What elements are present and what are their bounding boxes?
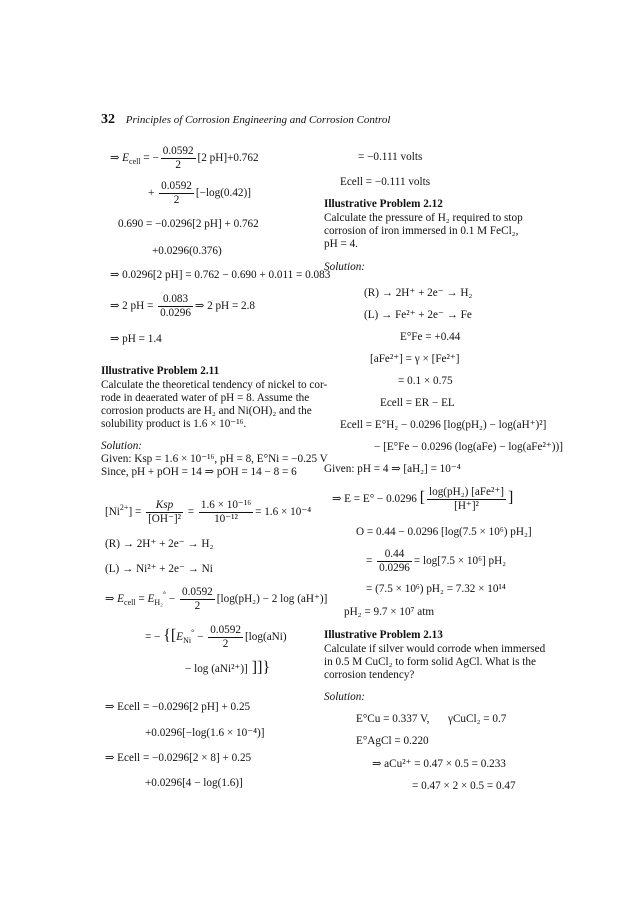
eq-tail: = log[7.5 × 10⁶] pH₂ xyxy=(413,555,507,568)
problem-2-13-line: in 0.5 M CuCl₂ to form solid AgCl. What is the xyxy=(324,656,536,668)
left-eq-11: +0.0296[4 − log(1.6)] xyxy=(145,777,243,789)
ecu-line: E°Cu = 0.337 V, xyxy=(356,713,430,725)
frac-den: 10⁻¹² xyxy=(214,513,238,525)
left-eq-2: + $\frac{0.0592}{2}$ [−log(0.42)] xyxy=(148,180,251,206)
given-line: Given: Ksp = 1.6 × 10⁻¹⁶, pH = 8, E°Ni = −0.25 V xyxy=(101,453,328,465)
page-number: 32 xyxy=(101,112,115,127)
since-line: Since, pH + pOH = 14 ⇒ pOH = 14 − 8 = 6 xyxy=(101,466,297,478)
left-eq-4: +0.0296(0.376) xyxy=(152,245,222,257)
frac-den: 0.0296 xyxy=(160,307,191,319)
ph2-result: pH₂ = 9.7 × 10⁷ atm xyxy=(344,606,435,618)
ecell-expansion-1: Ecell = E°H₂ − 0.0296 [log(pH₂) − log(aH⁺)²] xyxy=(340,419,547,431)
eq-tail: − log (aNi²⁺)] xyxy=(185,663,248,675)
left-eq-8: ⇒ Ecell = −0.0296[2 pH] + 0.25 xyxy=(105,701,251,713)
frac-num: 1.6 × 10⁻¹⁶ xyxy=(200,499,252,511)
ni-equation: $[Ni^{2+}]$ = $\frac{\text{Ksp}}{\text{[OH⁻]²}}$ = $\frac{\text{1.6 × 10⁻¹⁶}}{\text{10⁻¹²}}$ = 1.6 × 10⁻⁴ xyxy=(105,499,312,525)
frac-num: log(pH₂) [aFe²⁺] xyxy=(429,486,504,498)
left-eq-9: +0.0296[−log(1.6 × 10⁻⁴)] xyxy=(145,727,265,739)
left-eq-6: ⇒ 2 pH = $\frac{0.083}{0.0296}$ ⇒ 2 pH = 2.8 xyxy=(110,293,256,319)
frac-den: 2 xyxy=(173,194,180,206)
frac-den: [OH⁻]² xyxy=(148,513,181,525)
left-eq-3: 0.690 = −0.0296[2 pH] + 0.762 xyxy=(118,218,259,230)
problem-2-11-line: Calculate the theoretical tendency of nickel to cor- xyxy=(101,379,328,391)
acu-line: ⇒ aCu²⁺ = 0.47 × 0.5 = 0.233 xyxy=(372,758,506,770)
frac-den: [H⁺]² xyxy=(454,500,479,512)
left-eq-5: ⇒ 0.0296[2 pH] = 0.762 − 0.690 + 0.011 = 0.083 xyxy=(110,269,331,281)
problem-2-13-line: Calculate if silver would corrode when immersed xyxy=(324,643,546,655)
problem-2-11-title: Illustrative Problem 2.11 xyxy=(101,365,220,377)
problem-2-13-line: corrosion tendency? xyxy=(324,669,415,681)
reaction-r: (R) → 2H⁺ + 2e⁻ → H₂ xyxy=(364,287,473,299)
left-eq-1: ⇒ $E_{cell}$ = − $\frac{0.0592}{2}$ [2 pH]+0.762 xyxy=(110,145,259,171)
problem-2-12-line: corrosion of iron immersed in 0.1 M FeCl₂, xyxy=(324,225,519,237)
eagcl-line: E°AgCl = 0.220 xyxy=(356,735,429,747)
frac-num: 0.0592 xyxy=(210,624,241,636)
eq-lhs: ⇒ E = E° − 0.0296 xyxy=(332,493,417,506)
problem-2-11-line: corrosion products are H₂ and Ni(OH)₂ and the xyxy=(101,405,312,417)
problem-2-11-line: rode in deaerated water of pH = 8. Assume the xyxy=(101,392,310,404)
problem-2-12-line: Calculate the pressure of H₂ required to stop xyxy=(324,212,523,224)
frac-num: Ksp xyxy=(146,499,183,513)
frac-num: 0.0592 xyxy=(161,180,192,192)
e-equation: ⇒ E = E° − 0.0296 [ $\frac{\text{log(pH₂) [aFe²⁺]}}{\text{[H⁺]²}}$ ] xyxy=(332,486,514,512)
afe-value: = 0.1 × 0.75 xyxy=(398,375,453,387)
ecell-eq-3: − log (aNi²⁺)] ]]} xyxy=(185,659,271,676)
afe-line: [aFe²⁺] = γ × [Fe²⁺] xyxy=(370,353,460,365)
eq-tail: = 1.6 × 10⁻⁴ xyxy=(255,506,312,519)
solution-label: Solution: xyxy=(324,261,366,273)
right-eq-1: = −0.111 volts xyxy=(358,151,423,163)
result-equation: = (7.5 × 10⁶) pH₂ = 7.32 × 10¹⁴ xyxy=(366,583,506,595)
eq-tail: [log(pH₂) − 2 log (aH⁺)] xyxy=(216,593,328,606)
frac-den: 2 xyxy=(194,600,201,612)
eq-tail: [log(aNi) xyxy=(244,631,287,644)
problem-2-12-title: Illustrative Problem 2.12 xyxy=(324,198,443,210)
ecell-eq-1: ⇒ $E_{cell} = E_{H_2}^\circ$ − $\frac{0.0592}{2}$ [log(pH₂) − 2 log (aH⁺)] xyxy=(105,586,328,612)
solution-label: Solution: xyxy=(324,691,366,703)
frac-den: 2 xyxy=(175,159,181,171)
right-eq-2: Ecell = −0.111 volts xyxy=(340,176,431,188)
frac-num: 0.0592 xyxy=(162,145,194,157)
reaction-l: (L) → Fe²⁺ + 2e⁻ → Fe xyxy=(364,309,472,321)
left-eq-7: ⇒ pH = 1.4 xyxy=(110,333,162,345)
given-line: Given: pH = 4 ⇒ [aH₂] = 10⁻⁴ xyxy=(324,463,461,475)
efe-line: E°Fe = +0.44 xyxy=(400,331,461,343)
ecell-eq-2: = − {[$E_{Ni}^\circ$ − $\frac{0.0592}{2}$ [log(aNi) xyxy=(145,624,287,650)
page-header xyxy=(101,113,390,127)
o-equation: O = 0.44 − 0.0296 [log(7.5 × 10⁶) pH₂] xyxy=(356,526,532,538)
ecell-expansion-2: − [E°Fe − 0.0296 (log(aFe) − log(aFe²⁺))] xyxy=(374,441,563,453)
acu-line-2: = 0.47 × 2 × 0.5 = 0.47 xyxy=(412,780,516,792)
problem-2-13-title: Illustrative Problem 2.13 xyxy=(324,629,443,641)
frac-num: 0.083 xyxy=(158,293,193,307)
eq-tail: ⇒ 2 pH = 2.8 xyxy=(194,300,256,313)
frac-den: 2 xyxy=(222,638,229,650)
problem-2-11-line: solubility product is 1.6 × 10⁻¹⁶. xyxy=(101,418,247,430)
frac-num: 0.44 xyxy=(377,548,412,562)
left-eq-10: ⇒ Ecell = −0.0296[2 × 8] + 0.25 xyxy=(105,752,252,764)
eq-tail: [−log(0.42)] xyxy=(195,187,251,200)
problem-2-12-line: pH = 4. xyxy=(324,238,358,250)
frac-equation: = $\frac{0.44}{0.0296}$ = log[7.5 × 10⁶] pH₂ xyxy=(366,548,507,574)
running-title: Principles of Corrosion Engineering and Corrosion Control xyxy=(125,114,391,126)
solution-label: Solution: xyxy=(101,440,143,452)
reaction-r: (R) → 2H⁺ + 2e⁻ → H₂ xyxy=(105,538,214,550)
eq-tail: [2 pH]+0.762 xyxy=(197,152,259,165)
frac-num: 0.0592 xyxy=(182,586,213,598)
reaction-l: (L) → Ni²⁺ + 2e⁻ → Ni xyxy=(105,563,213,575)
frac-den: 0.0296 xyxy=(379,562,410,574)
gamma-line: γCuCl₂ = 0.7 xyxy=(448,713,507,725)
ecell-definition: Ecell = ER − EL xyxy=(380,397,455,409)
